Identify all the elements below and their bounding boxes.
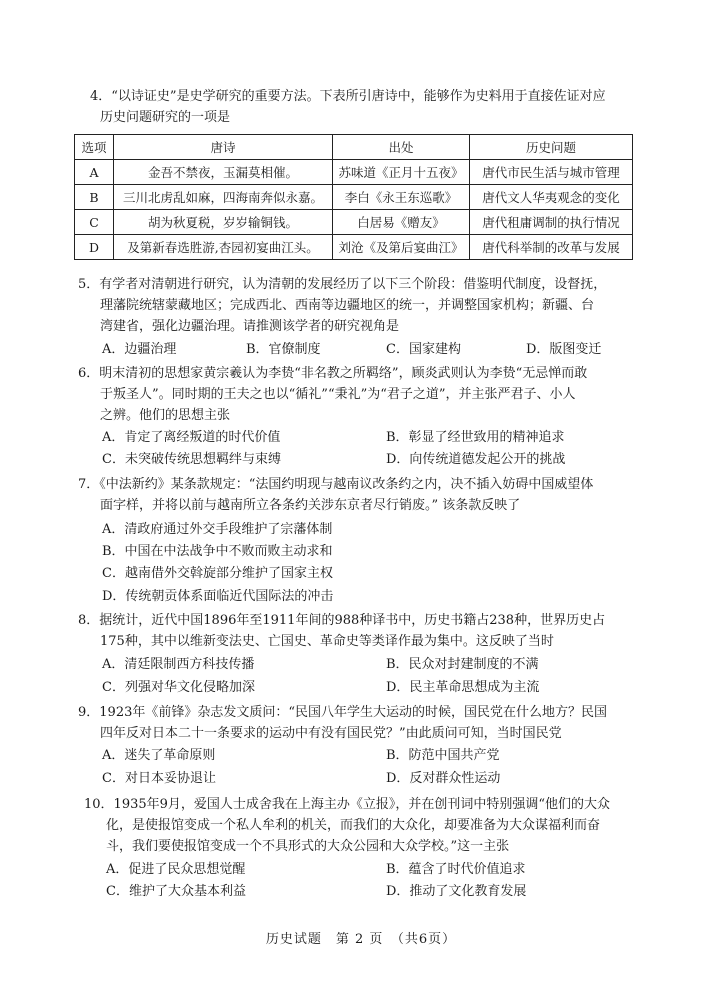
q9-stem-line-1: 9．1923年《前锋》杂志发文质问：“民国八年学生大运动的时候，国民党在什么地方？民国	[78, 705, 608, 720]
table-cell-option: C	[75, 210, 114, 235]
table-header-row	[75, 135, 633, 160]
q10-stem-line-3: 斗，我们要使报馆变成一个不具形式的大众公园和大众学校。”这一主张	[106, 839, 510, 854]
q7-option-c: C．越南借外交斡旋部分维护了国家主权	[102, 566, 333, 581]
table-header-source: 出处	[333, 135, 470, 160]
table-cell-issue: 唐代租庸调制的执行情况	[470, 210, 633, 235]
table-header-issue: 历史问题	[470, 135, 633, 160]
q8-option-c: C．列强对华文化侵略加深	[102, 680, 255, 695]
q9-stem-line-2: 四年反对日本二十一条要求的运动中有没有国民党？”由此质问可知，当时国民党	[100, 726, 562, 741]
q4-stem-line-1: 4．“以诗证史”是史学研究的重要方法。下表所引唐诗中，能够作为史料用于直接佐证对应	[90, 89, 606, 104]
table-row	[75, 160, 633, 185]
q5-option-d: D．版图变迁	[526, 342, 602, 357]
q8-option-b: B．民众对封建制度的不满	[386, 657, 539, 672]
q10-stem-line-1: 10．1935年9月，爱国人士成舍我在上海主办《立报》，并在创刊词中特别强调“他们的大众	[84, 797, 611, 812]
table-cell-issue: 唐代文人华夷观念的变化	[470, 185, 633, 210]
q7-option-b: B．中国在中法战争中不败而败主动求和	[102, 544, 333, 559]
q7-stem-line-2: 面字样，并将以前与越南所立各条约关涉东京者尽行销废。” 该条款反映了	[100, 498, 521, 513]
page-footer: 历史试题 第 2 页 （共6页）	[265, 932, 457, 947]
q9-option-c: C．对日本妥协退让	[102, 771, 216, 786]
table-cell-source: 刘沧《及第后宴曲江》	[333, 235, 470, 260]
q6-option-a: A．肯定了离经叛道的时代价值	[102, 430, 281, 445]
q10-option-c: C．维护了大众基本利益	[106, 884, 246, 899]
q8-stem-line-1: 8．据统计，近代中国1896年至1911年间的988种译书中，历史书籍占238种，世界历史占	[78, 613, 606, 628]
q7-option-a: A．清政府通过外交手段维护了宗藩体制	[102, 522, 333, 537]
q10-stem-line-2: 化，是使报馆变成一个私人牟利的机关，而我们的大众化，却要准备为大众谋福利而奋	[106, 818, 601, 833]
q6-option-d: D．向传统道德发起公开的挑战	[386, 452, 566, 467]
table-cell-option: A	[75, 160, 114, 185]
q7-option-d: D．传统朝贡体系面临近代国际法的冲击	[102, 589, 334, 604]
table-cell-poem: 金吾不禁夜，玉漏莫相催。	[114, 160, 333, 185]
q4-table	[74, 134, 633, 260]
q10-option-b: B．蕴含了时代价值追求	[386, 862, 526, 877]
q9-option-b: B．防范中国共产党	[386, 748, 500, 763]
q5-option-a: A．边疆治理	[102, 342, 177, 357]
table-cell-issue: 唐代市民生活与城市管理	[470, 160, 633, 185]
table-cell-option: D	[75, 235, 114, 260]
q10-option-d: D．推动了文化教育发展	[386, 884, 527, 899]
table-cell-issue: 唐代科举制的改革与发展	[470, 235, 633, 260]
q6-option-b: B．彰显了经世致用的精神追求	[386, 430, 565, 445]
q6-stem-line-3: 之辨。他们的思想主张	[100, 408, 231, 423]
table-cell-source: 苏味道《正月十五夜》	[333, 160, 470, 185]
q9-option-a: A．迷失了革命原则	[102, 748, 216, 763]
q10-option-a: A．促进了民众思想觉醒	[106, 862, 246, 877]
table-row	[75, 185, 633, 210]
q8-option-a: A．清廷限制西方科技传播	[102, 657, 255, 672]
q9-option-d: D．反对群众性运动	[386, 771, 501, 786]
table-row	[75, 210, 633, 235]
q7-stem-line-1: 7．《中法新约》某条款规定：“法国约明现与越南议改条约之内，决不插入妨碍中国威望体	[78, 477, 594, 492]
table-cell-poem: 胡为秋夏税，岁岁输铜钱。	[114, 210, 333, 235]
q4-stem-line-2: 历史问题研究的一项是	[100, 110, 231, 125]
q5-stem-line-3: 湾建省，强化边疆治理。请推测该学者的研究视角是	[100, 319, 400, 334]
q5-stem-line-1: 5．有学者对清朝进行研究，认为清朝的发展经历了以下三个阶段：借鉴明代制度，设督抚，	[78, 277, 607, 292]
q5-option-c: C．国家建构	[386, 342, 461, 357]
table-cell-option: B	[75, 185, 114, 210]
q6-stem-line-1: 6．明末清初的思想家黄宗羲认为李贽“非名教之所羁络”，顾炎武则认为李贽“无忌惮而敢	[78, 366, 588, 381]
table-cell-source: 李白《永王东巡歌》	[333, 185, 470, 210]
table-row	[75, 235, 633, 260]
q5-option-b: B．官僚制度	[246, 342, 321, 357]
q8-option-d: D．民主革命思想成为主流	[386, 680, 540, 695]
table-cell-poem: 三川北虏乱如麻，四海南奔似永嘉。	[114, 185, 333, 210]
q8-stem-line-2: 175种，其中以维新变法史、亡国史、革命史等类译作最为集中。这反映了当时	[100, 634, 554, 649]
q6-stem-line-2: 于叛圣人”。同时期的王夫之也以“循礼”“秉礼”为“君子之道”，并主张严君子、小人	[100, 387, 576, 402]
table-cell-poem: 及第新春选胜游,杏园初宴曲江头。	[114, 235, 333, 260]
q6-option-c: C．未突破传统思想羁绊与束缚	[102, 452, 281, 467]
q5-stem-line-2: 理藩院统辖蒙藏地区；完成西北、西南等边疆地区的统一，并调整国家机构；新疆、台	[100, 298, 595, 313]
table-header-option: 选项	[75, 135, 114, 160]
table-header-poem: 唐诗	[114, 135, 333, 160]
table-cell-source: 白居易《赠友》	[333, 210, 470, 235]
